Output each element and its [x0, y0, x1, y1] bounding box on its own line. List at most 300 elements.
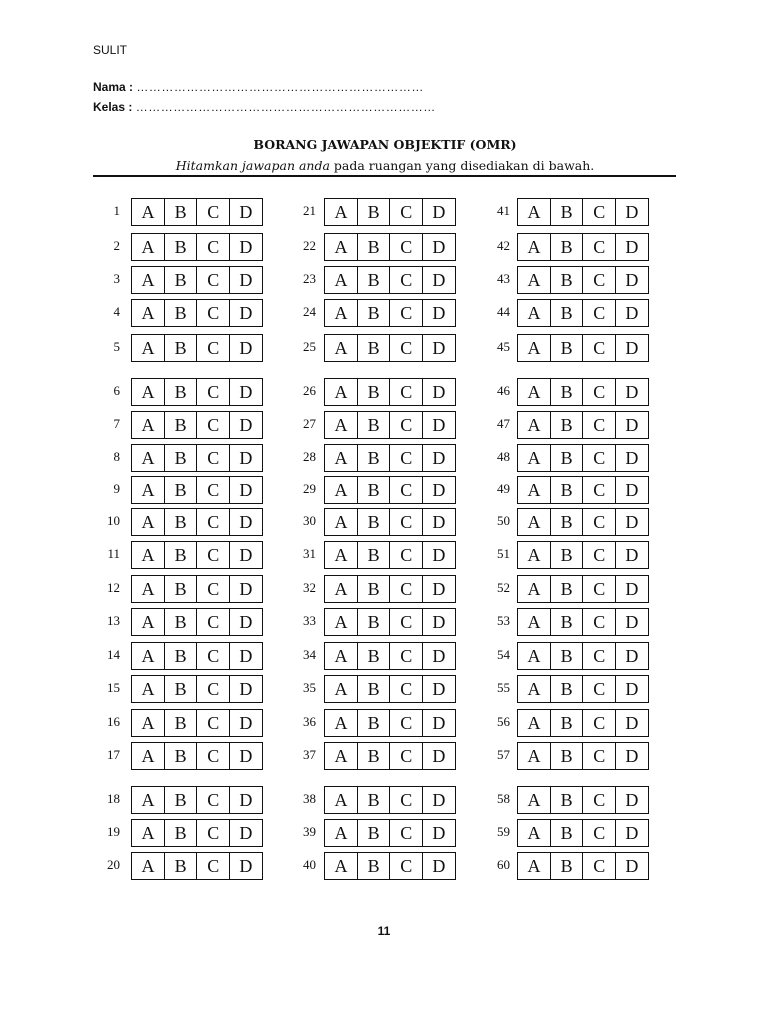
option-d-bubble[interactable]: D	[615, 444, 649, 472]
answer-row	[517, 266, 649, 294]
question-number: 2	[113, 238, 120, 253]
option-b-bubble[interactable]: B	[164, 819, 198, 847]
option-b-bubble[interactable]: B	[164, 608, 198, 636]
answer-row	[131, 299, 263, 327]
option-c-bubble[interactable]: C	[582, 675, 616, 703]
answer-row	[131, 742, 263, 770]
question-number: 40	[303, 857, 316, 872]
option-d-bubble[interactable]: D	[615, 411, 649, 439]
option-d-bubble[interactable]: D	[229, 198, 263, 226]
option-b-bubble[interactable]: B	[550, 444, 584, 472]
option-b-bubble[interactable]: B	[164, 575, 198, 603]
option-d-bubble[interactable]: D	[229, 508, 263, 536]
option-a-bubble[interactable]: A	[131, 476, 165, 504]
option-c-bubble[interactable]: C	[389, 541, 423, 569]
option-a-bubble[interactable]: A	[324, 198, 358, 226]
option-d-bubble[interactable]: D	[422, 675, 456, 703]
option-b-bubble[interactable]: B	[550, 709, 584, 737]
option-c-bubble[interactable]: C	[582, 742, 616, 770]
option-b-bubble[interactable]: B	[357, 233, 391, 261]
name-blank[interactable]: ……………………………………………………………	[136, 80, 424, 94]
answer-row	[517, 786, 649, 814]
option-c-bubble[interactable]: C	[389, 819, 423, 847]
option-b-bubble[interactable]: B	[550, 233, 584, 261]
option-a-bubble[interactable]: A	[517, 541, 551, 569]
option-a-bubble[interactable]: A	[324, 299, 358, 327]
option-a-bubble[interactable]: A	[324, 819, 358, 847]
option-c-bubble[interactable]: C	[196, 476, 230, 504]
option-a-bubble[interactable]: A	[131, 786, 165, 814]
option-c-bubble[interactable]: C	[582, 608, 616, 636]
option-b-bubble[interactable]: B	[550, 819, 584, 847]
option-a-bubble[interactable]: A	[324, 444, 358, 472]
option-a-bubble[interactable]: A	[131, 608, 165, 636]
answer-row	[517, 675, 649, 703]
option-c-bubble[interactable]: C	[389, 334, 423, 362]
option-c-bubble[interactable]: C	[582, 411, 616, 439]
option-b-bubble[interactable]: B	[550, 786, 584, 814]
option-a-bubble[interactable]: A	[131, 198, 165, 226]
option-a-bubble[interactable]: A	[324, 266, 358, 294]
option-c-bubble[interactable]: C	[582, 786, 616, 814]
option-c-bubble[interactable]: C	[389, 608, 423, 636]
option-a-bubble[interactable]: A	[324, 608, 358, 636]
option-d-bubble[interactable]: D	[229, 575, 263, 603]
option-a-bubble[interactable]: A	[324, 786, 358, 814]
option-a-bubble[interactable]: A	[324, 334, 358, 362]
option-d-bubble[interactable]: D	[229, 675, 263, 703]
option-d-bubble[interactable]: D	[229, 266, 263, 294]
option-d-bubble[interactable]: D	[615, 709, 649, 737]
answer-row	[517, 299, 649, 327]
option-d-bubble[interactable]: D	[422, 411, 456, 439]
option-a-bubble[interactable]: A	[131, 334, 165, 362]
option-b-bubble[interactable]: B	[357, 266, 391, 294]
option-a-bubble[interactable]: A	[517, 444, 551, 472]
option-c-bubble[interactable]: C	[389, 675, 423, 703]
option-a-bubble[interactable]: A	[517, 852, 551, 880]
option-a-bubble[interactable]: A	[324, 642, 358, 670]
option-c-bubble[interactable]: C	[196, 575, 230, 603]
option-c-bubble[interactable]: C	[196, 675, 230, 703]
option-c-bubble[interactable]: C	[196, 198, 230, 226]
answer-row	[517, 378, 649, 406]
option-a-bubble[interactable]: A	[131, 508, 165, 536]
option-c-bubble[interactable]: C	[582, 575, 616, 603]
option-a-bubble[interactable]: A	[324, 709, 358, 737]
option-c-bubble[interactable]: C	[582, 476, 616, 504]
option-b-bubble[interactable]: B	[357, 786, 391, 814]
option-a-bubble[interactable]: A	[324, 476, 358, 504]
option-b-bubble[interactable]: B	[164, 334, 198, 362]
option-d-bubble[interactable]: D	[615, 541, 649, 569]
option-a-bubble[interactable]: A	[131, 642, 165, 670]
option-c-bubble[interactable]: C	[389, 709, 423, 737]
option-a-bubble[interactable]: A	[131, 444, 165, 472]
question-number: 52	[497, 580, 510, 595]
option-b-bubble[interactable]: B	[550, 541, 584, 569]
option-a-bubble[interactable]: A	[517, 266, 551, 294]
option-b-bubble[interactable]: B	[164, 642, 198, 670]
option-b-bubble[interactable]: B	[357, 299, 391, 327]
option-d-bubble[interactable]: D	[422, 198, 456, 226]
option-c-bubble[interactable]: C	[389, 198, 423, 226]
option-b-bubble[interactable]: B	[357, 444, 391, 472]
question-number: 6	[113, 383, 120, 398]
option-a-bubble[interactable]: A	[517, 742, 551, 770]
option-a-bubble[interactable]: A	[131, 411, 165, 439]
option-d-bubble[interactable]: D	[229, 852, 263, 880]
option-c-bubble[interactable]: C	[196, 742, 230, 770]
option-b-bubble[interactable]: B	[550, 476, 584, 504]
option-c-bubble[interactable]: C	[196, 608, 230, 636]
question-number: 12	[107, 580, 120, 595]
option-b-bubble[interactable]: B	[357, 709, 391, 737]
option-c-bubble[interactable]: C	[196, 266, 230, 294]
option-c-bubble[interactable]: C	[582, 334, 616, 362]
form-instruction	[94, 158, 676, 173]
option-a-bubble[interactable]: A	[517, 378, 551, 406]
option-a-bubble[interactable]: A	[517, 299, 551, 327]
option-c-bubble[interactable]: C	[582, 852, 616, 880]
question-number: 7	[113, 416, 120, 431]
answer-row	[324, 575, 456, 603]
option-d-bubble[interactable]: D	[422, 709, 456, 737]
option-a-bubble[interactable]: A	[324, 508, 358, 536]
option-c-bubble[interactable]: C	[196, 444, 230, 472]
option-a-bubble[interactable]: A	[517, 198, 551, 226]
option-d-bubble[interactable]: D	[229, 541, 263, 569]
question-number: 53	[497, 613, 510, 628]
option-d-bubble[interactable]: D	[422, 233, 456, 261]
option-a-bubble[interactable]: A	[324, 541, 358, 569]
option-a-bubble[interactable]: A	[517, 786, 551, 814]
option-a-bubble[interactable]: A	[131, 575, 165, 603]
question-number: 19	[107, 824, 120, 839]
option-b-bubble[interactable]: B	[550, 508, 584, 536]
option-c-bubble[interactable]: C	[196, 852, 230, 880]
option-b-bubble[interactable]: B	[164, 709, 198, 737]
option-d-bubble[interactable]: D	[229, 233, 263, 261]
option-b-bubble[interactable]: B	[357, 819, 391, 847]
question-number: 5	[113, 339, 120, 354]
option-c-bubble[interactable]: C	[582, 642, 616, 670]
option-b-bubble[interactable]: B	[550, 198, 584, 226]
option-d-bubble[interactable]: D	[422, 299, 456, 327]
question-number: 3	[113, 271, 120, 286]
option-a-bubble[interactable]: A	[517, 819, 551, 847]
option-d-bubble[interactable]: D	[615, 608, 649, 636]
option-c-bubble[interactable]: C	[196, 233, 230, 261]
option-b-bubble[interactable]: B	[164, 378, 198, 406]
option-d-bubble[interactable]: D	[615, 675, 649, 703]
option-d-bubble[interactable]: D	[615, 299, 649, 327]
option-b-bubble[interactable]: B	[550, 266, 584, 294]
option-c-bubble[interactable]: C	[196, 786, 230, 814]
option-d-bubble[interactable]: D	[615, 642, 649, 670]
option-d-bubble[interactable]: D	[422, 476, 456, 504]
question-number: 8	[113, 449, 120, 464]
option-d-bubble[interactable]: D	[422, 819, 456, 847]
option-a-bubble[interactable]: A	[517, 334, 551, 362]
answer-row	[517, 444, 649, 472]
question-number: 16	[107, 714, 120, 729]
option-b-bubble[interactable]: B	[357, 575, 391, 603]
option-d-bubble[interactable]: D	[229, 819, 263, 847]
question-number: 54	[497, 647, 510, 662]
option-a-bubble[interactable]: A	[131, 233, 165, 261]
answer-row	[131, 608, 263, 636]
option-c-bubble[interactable]: C	[196, 411, 230, 439]
answer-row	[517, 742, 649, 770]
option-c-bubble[interactable]: C	[196, 508, 230, 536]
option-c-bubble[interactable]: C	[389, 476, 423, 504]
answer-row	[131, 709, 263, 737]
option-b-bubble[interactable]: B	[164, 233, 198, 261]
option-c-bubble[interactable]: C	[196, 642, 230, 670]
option-c-bubble[interactable]: C	[196, 709, 230, 737]
option-d-bubble[interactable]: D	[229, 334, 263, 362]
option-c-bubble[interactable]: C	[582, 819, 616, 847]
option-d-bubble[interactable]: D	[615, 266, 649, 294]
option-b-bubble[interactable]: B	[357, 378, 391, 406]
option-c-bubble[interactable]: C	[196, 299, 230, 327]
option-c-bubble[interactable]: C	[582, 299, 616, 327]
option-b-bubble[interactable]: B	[550, 299, 584, 327]
option-d-bubble[interactable]: D	[422, 444, 456, 472]
option-a-bubble[interactable]: A	[517, 411, 551, 439]
option-d-bubble[interactable]: D	[229, 444, 263, 472]
option-d-bubble[interactable]: D	[615, 476, 649, 504]
option-b-bubble[interactable]: B	[164, 476, 198, 504]
option-c-bubble[interactable]: C	[582, 541, 616, 569]
option-b-bubble[interactable]: B	[550, 334, 584, 362]
option-b-bubble[interactable]: B	[357, 334, 391, 362]
option-b-bubble[interactable]: B	[357, 642, 391, 670]
option-d-bubble[interactable]: D	[422, 642, 456, 670]
option-b-bubble[interactable]: B	[550, 852, 584, 880]
option-d-bubble[interactable]: D	[615, 575, 649, 603]
option-d-bubble[interactable]: D	[229, 608, 263, 636]
option-c-bubble[interactable]: C	[196, 819, 230, 847]
option-b-bubble[interactable]: B	[357, 508, 391, 536]
answer-row	[517, 575, 649, 603]
option-b-bubble[interactable]: B	[357, 608, 391, 636]
option-a-bubble[interactable]: A	[131, 852, 165, 880]
option-b-bubble[interactable]: B	[357, 411, 391, 439]
option-b-bubble[interactable]: B	[164, 198, 198, 226]
option-a-bubble[interactable]: A	[517, 675, 551, 703]
question-number: 34	[303, 647, 316, 662]
option-a-bubble[interactable]: A	[131, 299, 165, 327]
question-number: 46	[497, 383, 510, 398]
class-label: Kelas :	[93, 100, 133, 114]
option-d-bubble[interactable]: D	[615, 852, 649, 880]
option-d-bubble[interactable]: D	[229, 709, 263, 737]
option-a-bubble[interactable]: A	[517, 476, 551, 504]
option-b-bubble[interactable]: B	[550, 742, 584, 770]
option-c-bubble[interactable]: C	[582, 508, 616, 536]
option-c-bubble[interactable]: C	[582, 444, 616, 472]
option-a-bubble[interactable]: A	[131, 378, 165, 406]
option-b-bubble[interactable]: B	[164, 786, 198, 814]
option-c-bubble[interactable]: C	[389, 852, 423, 880]
answer-row	[324, 266, 456, 294]
option-c-bubble[interactable]: C	[582, 378, 616, 406]
answer-row	[324, 508, 456, 536]
option-c-bubble[interactable]: C	[582, 198, 616, 226]
option-d-bubble[interactable]: D	[422, 508, 456, 536]
option-b-bubble[interactable]: B	[164, 299, 198, 327]
option-d-bubble[interactable]: D	[615, 508, 649, 536]
option-b-bubble[interactable]: B	[164, 852, 198, 880]
answer-row	[131, 541, 263, 569]
option-c-bubble[interactable]: C	[389, 411, 423, 439]
option-b-bubble[interactable]: B	[164, 742, 198, 770]
answer-row	[324, 411, 456, 439]
answer-row	[517, 852, 649, 880]
option-b-bubble[interactable]: B	[550, 608, 584, 636]
option-c-bubble[interactable]: C	[389, 786, 423, 814]
option-c-bubble[interactable]: C	[389, 299, 423, 327]
option-c-bubble[interactable]: C	[196, 541, 230, 569]
option-d-bubble[interactable]: D	[615, 198, 649, 226]
page-number: 11	[377, 924, 391, 938]
option-d-bubble[interactable]: D	[422, 266, 456, 294]
option-c-bubble[interactable]: C	[582, 709, 616, 737]
question-number: 48	[497, 449, 510, 464]
option-b-bubble[interactable]: B	[164, 411, 198, 439]
option-d-bubble[interactable]: D	[229, 411, 263, 439]
option-c-bubble[interactable]: C	[389, 233, 423, 261]
option-c-bubble[interactable]: C	[196, 334, 230, 362]
name-field	[93, 80, 424, 94]
option-b-bubble[interactable]: B	[164, 508, 198, 536]
option-d-bubble[interactable]: D	[422, 378, 456, 406]
option-c-bubble[interactable]: C	[389, 575, 423, 603]
question-number: 9	[113, 481, 120, 496]
option-a-bubble[interactable]: A	[517, 575, 551, 603]
option-b-bubble[interactable]: B	[357, 476, 391, 504]
question-number: 39	[303, 824, 316, 839]
option-d-bubble[interactable]: D	[615, 233, 649, 261]
class-field	[93, 100, 436, 114]
question-number: 47	[497, 416, 510, 431]
question-number: 56	[497, 714, 510, 729]
answer-row	[131, 266, 263, 294]
answer-row	[131, 476, 263, 504]
option-d-bubble[interactable]: D	[422, 541, 456, 569]
option-a-bubble[interactable]: A	[517, 709, 551, 737]
answer-row	[517, 642, 649, 670]
option-a-bubble[interactable]: A	[324, 378, 358, 406]
option-b-bubble[interactable]: B	[357, 852, 391, 880]
option-b-bubble[interactable]: B	[164, 444, 198, 472]
option-a-bubble[interactable]: A	[324, 742, 358, 770]
option-b-bubble[interactable]: B	[357, 675, 391, 703]
option-b-bubble[interactable]: B	[550, 378, 584, 406]
option-d-bubble[interactable]: D	[229, 476, 263, 504]
instruction-rest: pada ruangan yang disediakan di bawah.	[329, 158, 595, 173]
option-b-bubble[interactable]: B	[550, 575, 584, 603]
option-a-bubble[interactable]: A	[517, 508, 551, 536]
option-a-bubble[interactable]: A	[131, 541, 165, 569]
option-c-bubble[interactable]: C	[196, 378, 230, 406]
option-d-bubble[interactable]: D	[229, 299, 263, 327]
option-b-bubble[interactable]: B	[164, 541, 198, 569]
option-b-bubble[interactable]: B	[550, 642, 584, 670]
option-b-bubble[interactable]: B	[164, 675, 198, 703]
option-c-bubble[interactable]: C	[389, 742, 423, 770]
option-d-bubble[interactable]: D	[615, 334, 649, 362]
question-number: 41	[497, 203, 510, 218]
option-a-bubble[interactable]: A	[324, 675, 358, 703]
question-number: 18	[107, 791, 120, 806]
option-d-bubble[interactable]: D	[422, 608, 456, 636]
option-d-bubble[interactable]: D	[422, 852, 456, 880]
question-number: 35	[303, 680, 316, 695]
option-d-bubble[interactable]: D	[615, 819, 649, 847]
question-number: 33	[303, 613, 316, 628]
option-a-bubble[interactable]: A	[324, 233, 358, 261]
option-c-bubble[interactable]: C	[389, 378, 423, 406]
option-d-bubble[interactable]: D	[615, 378, 649, 406]
option-d-bubble[interactable]: D	[229, 742, 263, 770]
option-a-bubble[interactable]: A	[131, 742, 165, 770]
option-d-bubble[interactable]: D	[422, 742, 456, 770]
option-b-bubble[interactable]: B	[357, 742, 391, 770]
option-a-bubble[interactable]: A	[131, 266, 165, 294]
option-d-bubble[interactable]: D	[229, 642, 263, 670]
title-divider	[93, 175, 676, 177]
option-d-bubble[interactable]: D	[422, 334, 456, 362]
option-d-bubble[interactable]: D	[615, 786, 649, 814]
option-a-bubble[interactable]: A	[517, 608, 551, 636]
option-b-bubble[interactable]: B	[550, 411, 584, 439]
option-a-bubble[interactable]: A	[324, 575, 358, 603]
option-d-bubble[interactable]: D	[229, 378, 263, 406]
option-a-bubble[interactable]: A	[131, 709, 165, 737]
option-c-bubble[interactable]: C	[389, 444, 423, 472]
option-d-bubble[interactable]: D	[615, 742, 649, 770]
option-b-bubble[interactable]: B	[357, 198, 391, 226]
option-c-bubble[interactable]: C	[389, 266, 423, 294]
option-c-bubble[interactable]: C	[582, 266, 616, 294]
answer-row	[324, 819, 456, 847]
option-a-bubble[interactable]: A	[517, 233, 551, 261]
class-blank[interactable]: ………………………………………………………………	[135, 100, 436, 114]
option-a-bubble[interactable]: A	[517, 642, 551, 670]
option-a-bubble[interactable]: A	[324, 411, 358, 439]
option-b-bubble[interactable]: B	[550, 675, 584, 703]
option-c-bubble[interactable]: C	[582, 233, 616, 261]
question-number: 32	[303, 580, 316, 595]
option-d-bubble[interactable]: D	[422, 575, 456, 603]
option-a-bubble[interactable]: A	[324, 852, 358, 880]
answer-row	[324, 852, 456, 880]
answer-row	[131, 852, 263, 880]
question-number: 43	[497, 271, 510, 286]
option-d-bubble[interactable]: D	[422, 786, 456, 814]
option-d-bubble[interactable]: D	[229, 786, 263, 814]
question-number: 38	[303, 791, 316, 806]
option-b-bubble[interactable]: B	[164, 266, 198, 294]
option-c-bubble[interactable]: C	[389, 508, 423, 536]
option-b-bubble[interactable]: B	[357, 541, 391, 569]
option-c-bubble[interactable]: C	[389, 642, 423, 670]
option-a-bubble[interactable]: A	[131, 819, 165, 847]
option-a-bubble[interactable]: A	[131, 675, 165, 703]
